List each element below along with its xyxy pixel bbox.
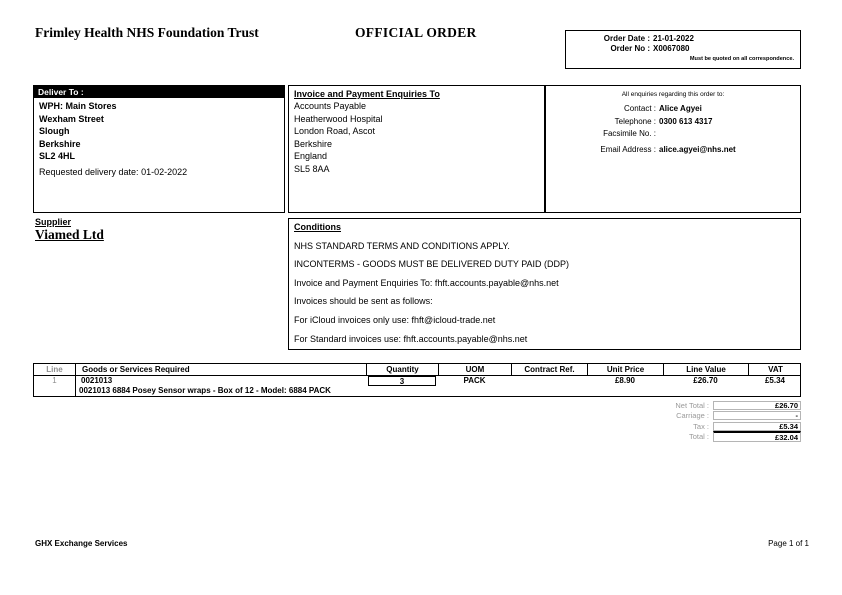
email-value: alice.agyei@nhs.net xyxy=(659,144,736,154)
address-line: SL2 4HL xyxy=(39,151,76,161)
contact-label: Contact : xyxy=(623,104,656,113)
column-header-vat: VAT xyxy=(748,364,802,375)
page-title: OFFICIAL ORDER xyxy=(355,25,477,40)
column-header-quantity: Quantity xyxy=(366,364,438,375)
enquiries-note: All enquiries regarding this order to: xyxy=(621,91,725,98)
cell-uom: PACK xyxy=(463,376,486,385)
address-line: England xyxy=(294,151,328,161)
column-header-line-value: Line Value xyxy=(663,364,748,375)
cell-line-number: 1 xyxy=(52,376,57,385)
total-value: £32.04 xyxy=(713,431,801,442)
net-total-row xyxy=(600,400,801,411)
invoice-enquiries-box xyxy=(288,85,545,213)
total-row xyxy=(600,432,801,443)
requested-delivery-date: Requested delivery date: 01-02-2022 xyxy=(39,166,188,177)
order-info-box xyxy=(565,30,801,69)
order-date-value: 21-01-2022 xyxy=(653,34,694,43)
facsimile-label: Facsimile No. : xyxy=(603,129,656,138)
address-line: Berkshire xyxy=(39,138,81,149)
telephone-value: 0300 613 4317 xyxy=(659,116,713,126)
conditions-header: Conditions xyxy=(294,222,341,232)
address-line: Slough xyxy=(39,126,70,136)
column-header-uom: UOM xyxy=(438,364,511,375)
invoice-enquiries-header: Invoice and Payment Enquiries To xyxy=(294,89,440,99)
cell-vat: £5.34 xyxy=(764,376,786,385)
contact-row xyxy=(546,103,800,116)
address-line: WPH: Main Stores xyxy=(39,101,117,111)
order-no-label: Order No : xyxy=(610,44,650,53)
condition-line: For iCloud invoices only use: fhft@icloud-trade.net xyxy=(294,314,496,325)
carriage-row xyxy=(600,411,801,422)
net-total-value: £26.70 xyxy=(713,401,801,410)
address-line: SL5 8AA xyxy=(294,163,330,174)
address-line: Wexham Street xyxy=(39,113,104,124)
cell-goods-code: 0021013 xyxy=(81,376,113,385)
order-date-label: Order Date : xyxy=(603,34,650,43)
deliver-to-box xyxy=(33,85,285,213)
condition-line: Invoices should be sent as follows: xyxy=(294,296,433,307)
trust-name: Frimley Health NHS Foundation Trust xyxy=(35,25,259,40)
cell-quantity xyxy=(366,376,438,386)
cell-line-value: £26.70 xyxy=(693,376,718,385)
totals-section xyxy=(600,400,801,442)
order-no-row xyxy=(572,44,794,54)
telephone-row xyxy=(546,116,800,129)
table-column-divider xyxy=(75,374,76,396)
condition-line: INCONTERMS - GOODS MUST BE DELIVERED DUTY PAID (DDP) xyxy=(294,259,570,270)
order-table-body xyxy=(33,374,801,397)
total-label: Total : xyxy=(688,432,709,442)
order-date-row xyxy=(572,34,794,44)
facsimile-row xyxy=(546,128,800,141)
footer-service-name: GHX Exchange Services xyxy=(35,539,128,548)
contact-value: Alice Agyei xyxy=(659,104,702,113)
conditions-box xyxy=(288,218,801,350)
address-line: London Road, Ascot xyxy=(294,126,376,136)
condition-line: For Standard invoices use: fhft.accounts.payable@nhs.net xyxy=(294,333,528,344)
condition-line: Invoice and Payment Enquiries To: fhft.accounts.payable@nhs.net xyxy=(294,277,559,288)
tax-label: Tax : xyxy=(693,421,709,431)
item-description: 0021013 6884 Posey Sensor wraps - Box of 12 - Model: 6884 PACK xyxy=(79,386,331,395)
column-header-contract-ref: Contract Ref. xyxy=(511,364,587,375)
cell-unit-price: £8.90 xyxy=(614,376,636,385)
tax-value: £5.34 xyxy=(713,422,801,431)
table-row xyxy=(34,374,800,386)
deliver-to-header: Deliver To : xyxy=(34,86,284,98)
column-header-line: Line xyxy=(46,364,63,374)
page-number: Page 1 of 1 xyxy=(768,539,809,548)
invoice-enquiries-address xyxy=(294,100,539,175)
tax-row xyxy=(600,421,801,432)
net-total-label: Net Total : xyxy=(675,400,709,410)
telephone-label: Telephone : xyxy=(614,116,656,126)
address-line: Accounts Payable xyxy=(294,101,367,111)
order-correspondence-note: Must be quoted on all correspondence. xyxy=(689,56,794,62)
column-header-goods: Goods or Services Required xyxy=(75,364,366,375)
contact-rows xyxy=(546,103,800,156)
supplier-name: Viamed Ltd xyxy=(35,227,104,242)
supplier-header: Supplier xyxy=(35,217,72,227)
order-no-value: X0067080 xyxy=(653,44,690,53)
condition-line: NHS STANDARD TERMS AND CONDITIONS APPLY. xyxy=(294,240,510,251)
column-header-unit-price: Unit Price xyxy=(587,364,663,375)
address-line: Berkshire xyxy=(294,138,333,149)
contact-box xyxy=(545,85,801,213)
address-line: Heatherwood Hospital xyxy=(294,113,383,124)
email-row xyxy=(546,144,800,157)
quantity-box: 3 xyxy=(368,376,436,386)
email-label: Email Address : xyxy=(600,144,656,154)
deliver-to-address xyxy=(34,98,284,163)
carriage-value: - xyxy=(713,411,801,420)
carriage-label: Carriage : xyxy=(676,411,709,421)
